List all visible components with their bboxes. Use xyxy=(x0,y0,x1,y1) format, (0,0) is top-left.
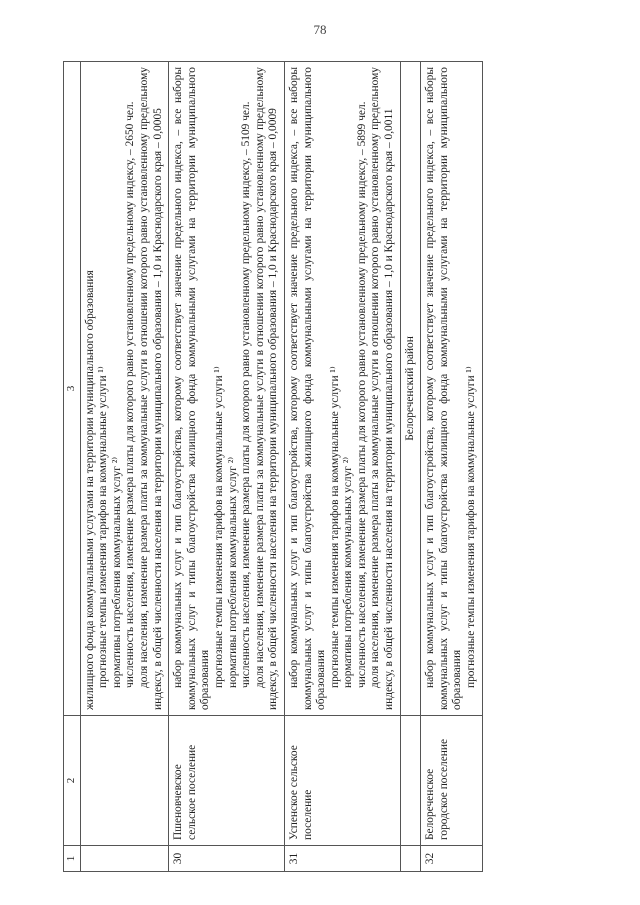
table-row xyxy=(169,62,285,872)
detail-paragraph: нормативы потребления коммунальных услуг ²⁾ xyxy=(342,456,355,688)
row-details xyxy=(421,62,482,716)
detail-paragraph: доля населения, изменение размера платы за коммунальные услуги в отношении которого равно установленному предельному индексу, в общей численности населения на территории муниципального образования – 1,0 и Краснодарского края – 0,0009 xyxy=(253,67,280,710)
detail-paragraph: нормативы потребления коммунальных услуг ²⁾ xyxy=(226,456,239,688)
region-spacer xyxy=(400,716,421,846)
detail-paragraph: численность населения, изменение размера платы для которого равно установленному предельному индексу, – 5899 чел. xyxy=(355,101,368,688)
table-row xyxy=(421,62,482,872)
detail-paragraph: прогнозные темпы изменения тарифов на коммунальные услуги ¹⁾ xyxy=(328,366,341,688)
region-spacer xyxy=(400,846,421,872)
detail-paragraph: набор коммунальных услуг и тип благоустройства, которому соответствует значение предельного индекса, – все наборы коммунальных услуг и типы благоустройства жилищного фонда коммунальными услугами на территории муниципального образования xyxy=(287,67,328,710)
row-number: 32 xyxy=(421,846,482,872)
tariff-index-table xyxy=(63,61,483,872)
settlement-name: Пшеновчевское сельское поселение xyxy=(169,716,285,846)
row-details xyxy=(284,62,400,716)
row-number: 30 xyxy=(169,846,285,872)
detail-paragraph: прогнозные темпы изменения тарифов на коммунальные услуги ¹⁾ xyxy=(97,366,110,688)
table-row xyxy=(284,62,400,872)
settlement-name: Успенское сельское поселение xyxy=(284,716,400,846)
header-cell-3: 3 xyxy=(64,62,81,716)
header-cell-1: 1 xyxy=(64,846,81,872)
table-row xyxy=(80,62,169,872)
detail-paragraph: численность населения, изменение размера платы для которого равно установленному предельному индексу, – 2650 чел. xyxy=(124,101,137,688)
header-cell-2: 2 xyxy=(64,716,81,846)
region-heading: Белореченский район xyxy=(400,62,421,716)
header-row xyxy=(64,62,81,872)
row-details xyxy=(80,62,169,716)
region-row xyxy=(400,62,421,872)
row-number: 31 xyxy=(284,846,400,872)
detail-paragraph: доля населения, изменение размера платы за коммунальные услуги в отношении которого равно установленному предельному индексу, в общей численности населения на территории муниципального образования – 1,0 и Краснодарского края – 0,0011 xyxy=(369,67,396,710)
row-details xyxy=(169,62,285,716)
detail-paragraph: нормативы потребления коммунальных услуг ²⁾ xyxy=(110,456,123,688)
detail-paragraph: численность населения, изменение размера платы для которого равно установленному предельному индексу, – 5109 чел. xyxy=(240,101,253,688)
settlement-name xyxy=(80,716,169,846)
detail-paragraph: прогнозные темпы изменения тарифов на коммунальные услуги ¹⁾ xyxy=(212,366,225,688)
page-number: 78 xyxy=(313,22,327,37)
settlement-name: Белореченское городское поселение xyxy=(421,716,482,846)
detail-paragraph: набор коммунальных услуг и тип благоустройства, которому соответствует значение предельного индекса, – все наборы коммунальных услуг и типы благоустройства жилищного фонда коммунальными услугами на территории муниципального образования xyxy=(172,67,212,710)
detail-paragraph: прогнозные темпы изменения тарифов на коммунальные услуги ¹⁾ xyxy=(465,366,478,688)
detail-paragraph: доля населения, изменение размера платы за коммунальные услуги в отношении которого равно установленному предельному индексу, в общей численности населения на территории муниципального образования – 1,0 и Краснодарского края – 0,0005 xyxy=(137,67,164,710)
row-number xyxy=(80,846,169,872)
detail-paragraph: жилищного фонда коммунальными услугами на территории муниципального образования xyxy=(83,270,96,710)
rotated-table-sheet xyxy=(63,62,608,872)
detail-paragraph: набор коммунальных услуг и тип благоустройства, которому соответствует значение предельного индекса, – все наборы коммунальных услуг и типы благоустройства жилищного фонда коммунальными услугами на территории муниципального образования xyxy=(424,67,464,710)
